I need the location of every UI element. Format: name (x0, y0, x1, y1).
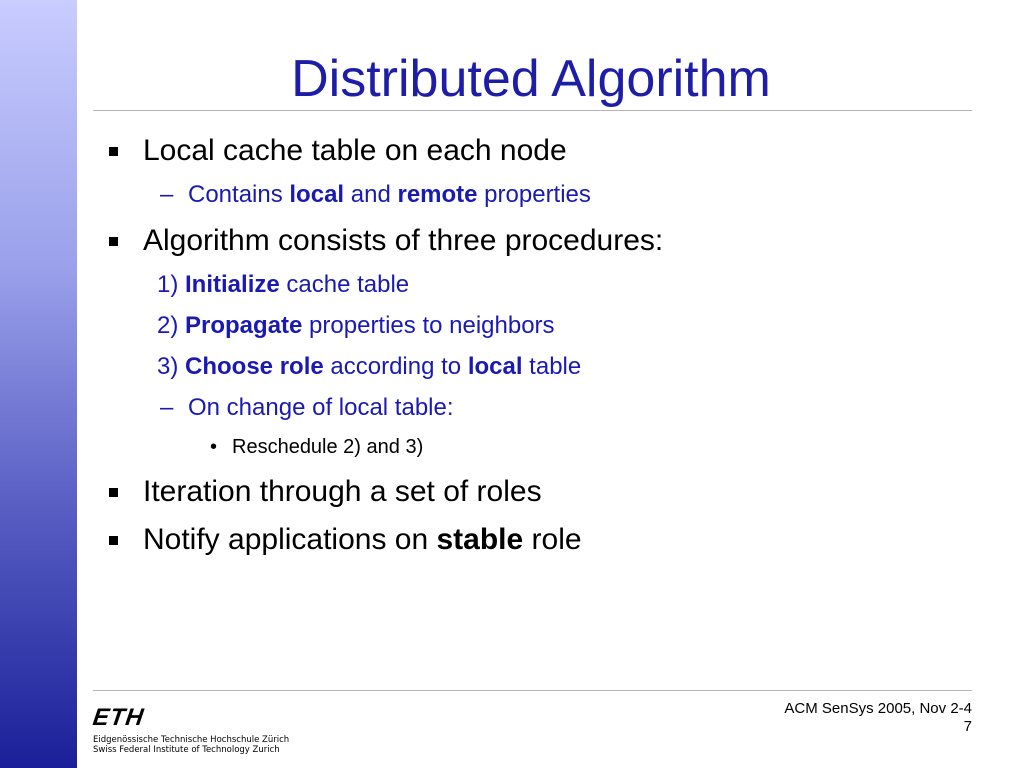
square-bullet-icon (109, 237, 118, 246)
bullet-text-1: Local cache table on each node (143, 134, 567, 167)
title-divider (93, 110, 972, 111)
procedure-2: 2) Propagate properties to neighbors (157, 312, 555, 339)
eth-logo-line-2: Swiss Federal Institute of Technology Zurich (93, 745, 280, 755)
square-bullet-icon (109, 147, 118, 156)
page-number: 7 (963, 718, 972, 735)
square-bullet-icon (109, 488, 118, 497)
dash-marker: – (160, 394, 174, 421)
decorative-gradient-sidebar (0, 0, 77, 768)
conference-label: ACM SenSys 2005, Nov 2-4 (784, 700, 972, 717)
slide-footer (784, 700, 972, 736)
bullet-text-6: Iteration through a set of roles (143, 475, 542, 508)
bullet-text-4: On change of local table: (188, 394, 454, 421)
slide-title: Distributed Algorithm (291, 50, 771, 108)
procedure-3: 3) Choose role according to local table (157, 353, 582, 380)
eth-logo (93, 704, 293, 754)
footer-divider (93, 690, 972, 691)
eth-logo-line-1: Eidgenössische Technische Hochschule Zürich (93, 735, 290, 745)
bullet-text-7: Notify applications on stable role (143, 523, 582, 556)
eth-logo-mark: ETH (91, 704, 146, 731)
bullet-text-2: Contains local and remote properties (188, 181, 591, 208)
dash-marker: – (160, 181, 174, 208)
bullet-text-5: Reschedule 2) and 3) (232, 436, 424, 458)
square-bullet-icon (109, 536, 118, 545)
bullet-text-3: Algorithm consists of three procedures: (143, 224, 664, 257)
dot-marker: • (210, 436, 218, 458)
procedure-1: 1) Initialize cache table (157, 271, 410, 298)
